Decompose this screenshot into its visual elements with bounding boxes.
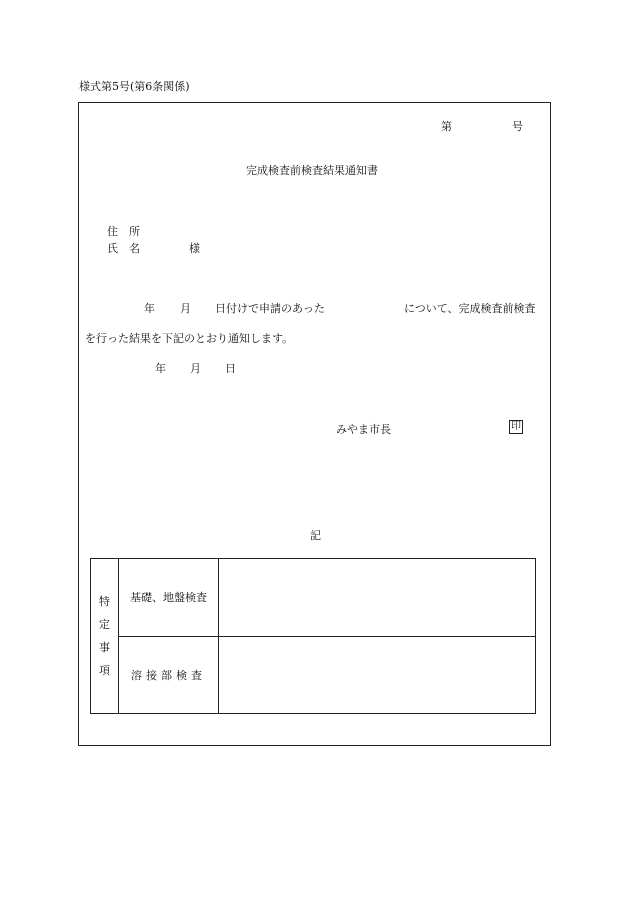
body-line1-tail: について、完成検査前検査 [404, 302, 536, 315]
row-value-welding [219, 636, 536, 714]
category-label [99, 590, 110, 682]
address-label: 住 所 [107, 225, 140, 238]
seal-icon: 印 [511, 421, 521, 432]
body-year: 年 [144, 302, 155, 315]
row-label-foundation: 基礎、地盤検査 [119, 559, 219, 637]
date-month: 月 [190, 362, 201, 375]
date-day: 日 [225, 362, 236, 375]
honorific: 様 [189, 242, 200, 255]
category-char: 事 [99, 641, 110, 654]
document-title: 完成検査前検査結果通知書 [246, 164, 378, 177]
category-cell [91, 559, 119, 714]
inspection-table [90, 558, 536, 714]
body-line1-mid: 日付けで申請のあった [215, 302, 325, 315]
ki-heading: 記 [310, 529, 321, 542]
number-dai: 第 [441, 120, 452, 133]
name-label: 氏 名 [107, 242, 140, 255]
category-char: 特 [99, 595, 110, 608]
date-year: 年 [155, 362, 166, 375]
category-char: 定 [99, 618, 110, 631]
issuer-name: みやま市長 [336, 423, 391, 436]
row-value-foundation [219, 559, 536, 637]
body-month: 月 [180, 302, 191, 315]
category-char: 項 [99, 664, 110, 677]
form-number: 様式第5号(第6条関係) [79, 80, 190, 93]
number-go: 号 [512, 120, 523, 133]
row-label-welding: 溶接部検査 [119, 636, 219, 714]
body-line2: を行った結果を下記のとおり通知します。 [85, 332, 294, 345]
